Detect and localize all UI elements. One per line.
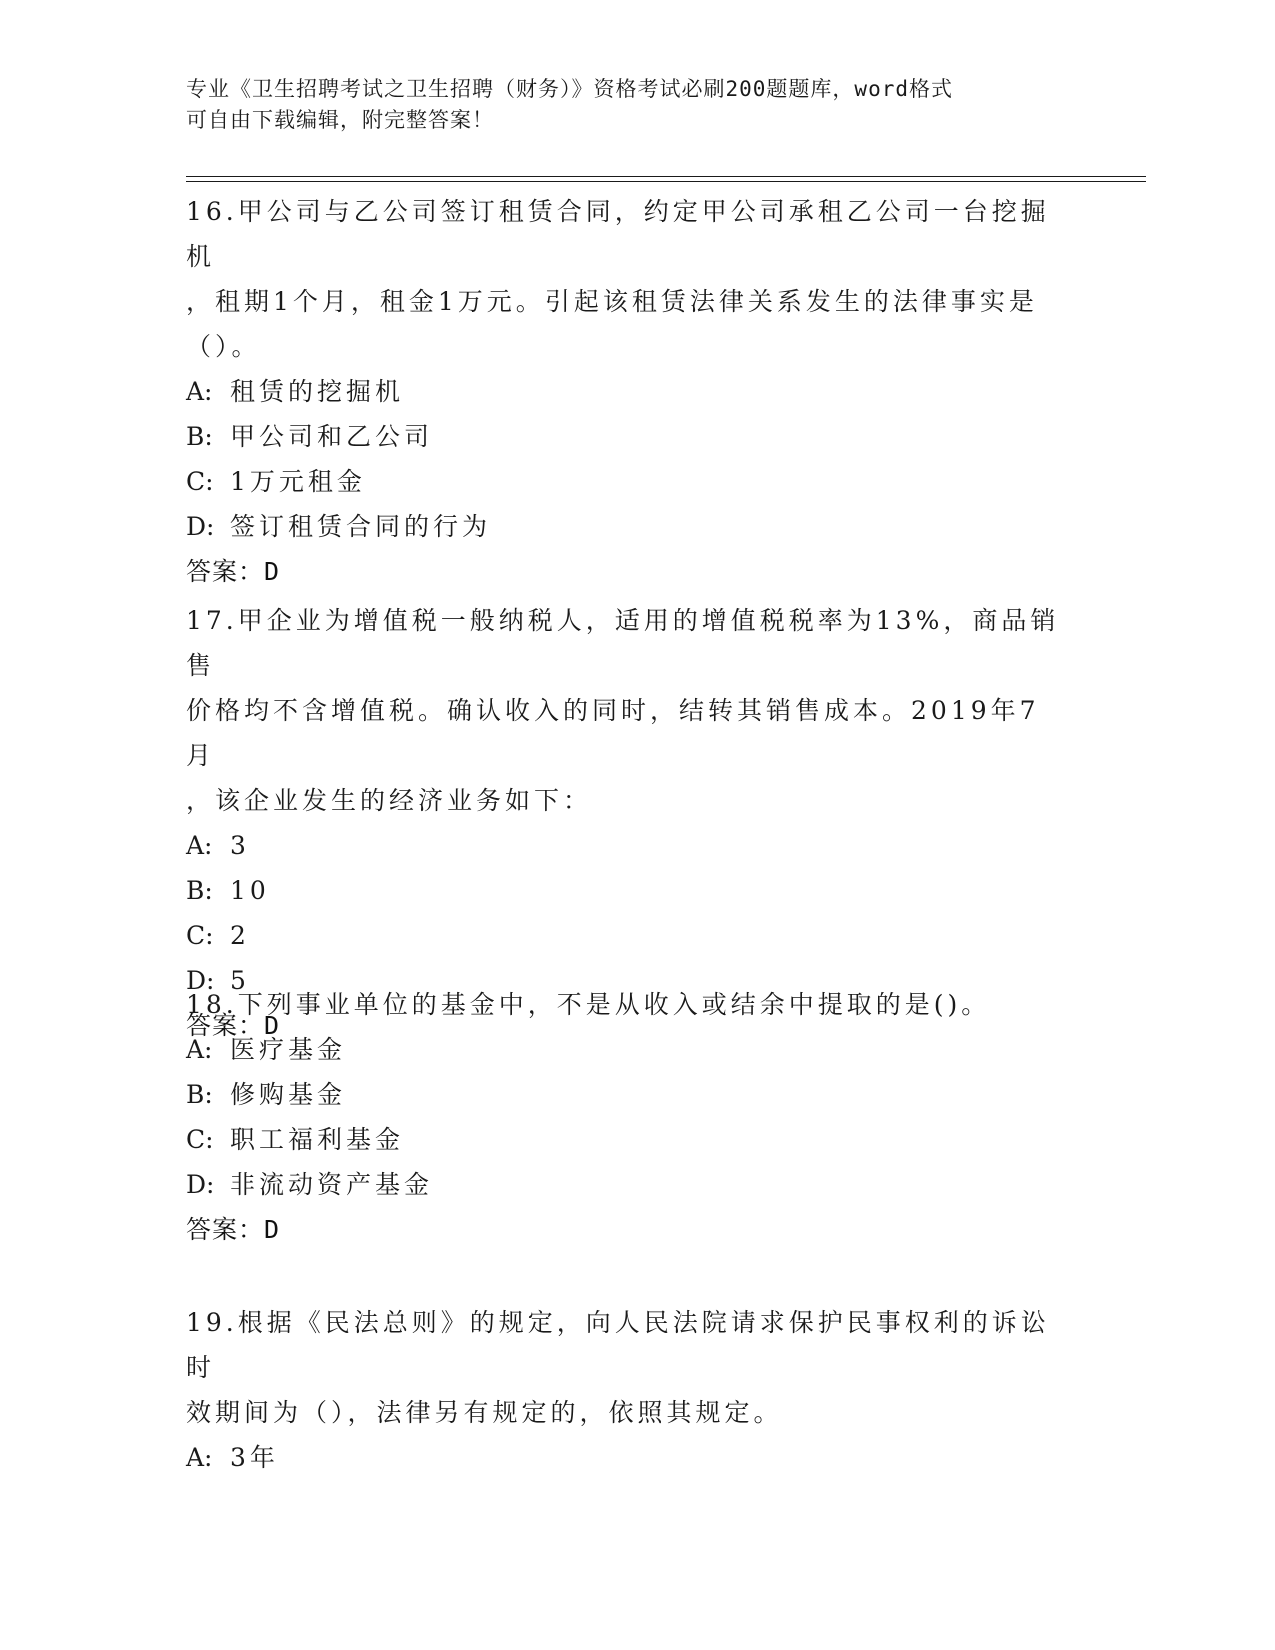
option-key: A:	[186, 377, 213, 406]
header-divider-bottom	[186, 181, 1146, 182]
option-text: 签订租赁合同的行为	[230, 512, 492, 541]
answer-value: D	[264, 1215, 281, 1244]
answer-label: 答案：	[186, 1011, 265, 1040]
option-key: D:	[186, 512, 215, 541]
option-key: C:	[186, 1125, 214, 1154]
option-key: B:	[186, 422, 213, 451]
option-key: C:	[186, 921, 214, 950]
stem-line: 17.甲企业为增值税一般纳税人，适用的增值税税率为13%，商品销售	[186, 606, 1060, 680]
answer-line	[186, 1207, 1066, 1252]
stem-line: 价格均不含增值税。确认收入的同时，结转其销售成本。2019年7月	[186, 696, 1040, 770]
answer-value: D	[264, 1011, 281, 1040]
option-text: 3年	[230, 1443, 279, 1472]
option-text: 5	[230, 966, 250, 995]
option-key: D:	[186, 966, 215, 995]
option-key: B:	[186, 876, 213, 905]
header-line-2: 可自由下载编辑，附完整答案！	[186, 108, 494, 132]
option-d	[186, 1162, 1066, 1207]
option-b	[186, 1072, 1066, 1117]
answer-line	[186, 549, 1066, 594]
option-key: A:	[186, 1443, 213, 1472]
option-c	[186, 1117, 1066, 1162]
question-19	[186, 1300, 1066, 1480]
option-key: A:	[186, 831, 213, 860]
question-stem	[186, 598, 1066, 823]
option-key: C:	[186, 467, 214, 496]
document-header	[186, 74, 1066, 136]
option-b	[186, 414, 1066, 459]
question-stem	[186, 1300, 1066, 1435]
question-18	[186, 982, 1066, 1252]
option-a	[186, 823, 1066, 868]
option-text: 2	[230, 921, 250, 950]
question-stem	[186, 189, 1066, 369]
option-text: 修购基金	[230, 1080, 347, 1109]
stem-line: ，租期1个月，租金1万元。引起该租赁法律关系发生的法律事实是	[186, 287, 1038, 316]
option-key: B:	[186, 1080, 213, 1109]
stem-line: 18.下列事业单位的基金中，不是从收入或结余中提取的是()。	[186, 990, 991, 1019]
stem-line: 效期间为（），法律另有规定的，依照其规定。	[186, 1398, 783, 1427]
question-17	[186, 598, 1066, 1048]
header-line-1: 专业《卫生招聘考试之卫生招聘（财务）》资格考试必刷200题题库，word格式	[186, 77, 953, 101]
option-text: 10	[230, 876, 270, 905]
option-text: 职工福利基金	[230, 1125, 405, 1154]
header-divider-top	[186, 176, 1146, 177]
answer-label: 答案：	[186, 557, 265, 586]
option-text: 甲公司和乙公司	[230, 422, 434, 451]
stem-line: 16.甲公司与乙公司签订租赁合同，约定甲公司承租乙公司一台挖掘机	[186, 197, 1050, 271]
answer-value: D	[264, 557, 281, 586]
option-text: 1万元租金	[230, 467, 366, 496]
question-stem	[186, 982, 1066, 1027]
option-key: A:	[186, 1035, 213, 1064]
option-a	[186, 1435, 1066, 1480]
option-d	[186, 504, 1066, 549]
stem-line: ，该企业发生的经济业务如下：	[186, 786, 593, 815]
option-key: D:	[186, 1170, 215, 1199]
question-16	[186, 189, 1066, 594]
option-text: 非流动资产基金	[230, 1170, 434, 1199]
stem-line: 19.根据《民法总则》的规定，向人民法院请求保护民事权利的诉讼时	[186, 1308, 1050, 1382]
option-a	[186, 369, 1066, 414]
option-text: 医疗基金	[230, 1035, 347, 1064]
option-c	[186, 913, 1066, 958]
option-a	[186, 1027, 1066, 1072]
option-text: 租赁的挖掘机	[230, 377, 405, 406]
stem-line: （）。	[186, 332, 261, 361]
option-text: 3	[230, 831, 250, 860]
option-c	[186, 459, 1066, 504]
answer-label: 答案：	[186, 1215, 265, 1244]
option-b	[186, 868, 1066, 913]
